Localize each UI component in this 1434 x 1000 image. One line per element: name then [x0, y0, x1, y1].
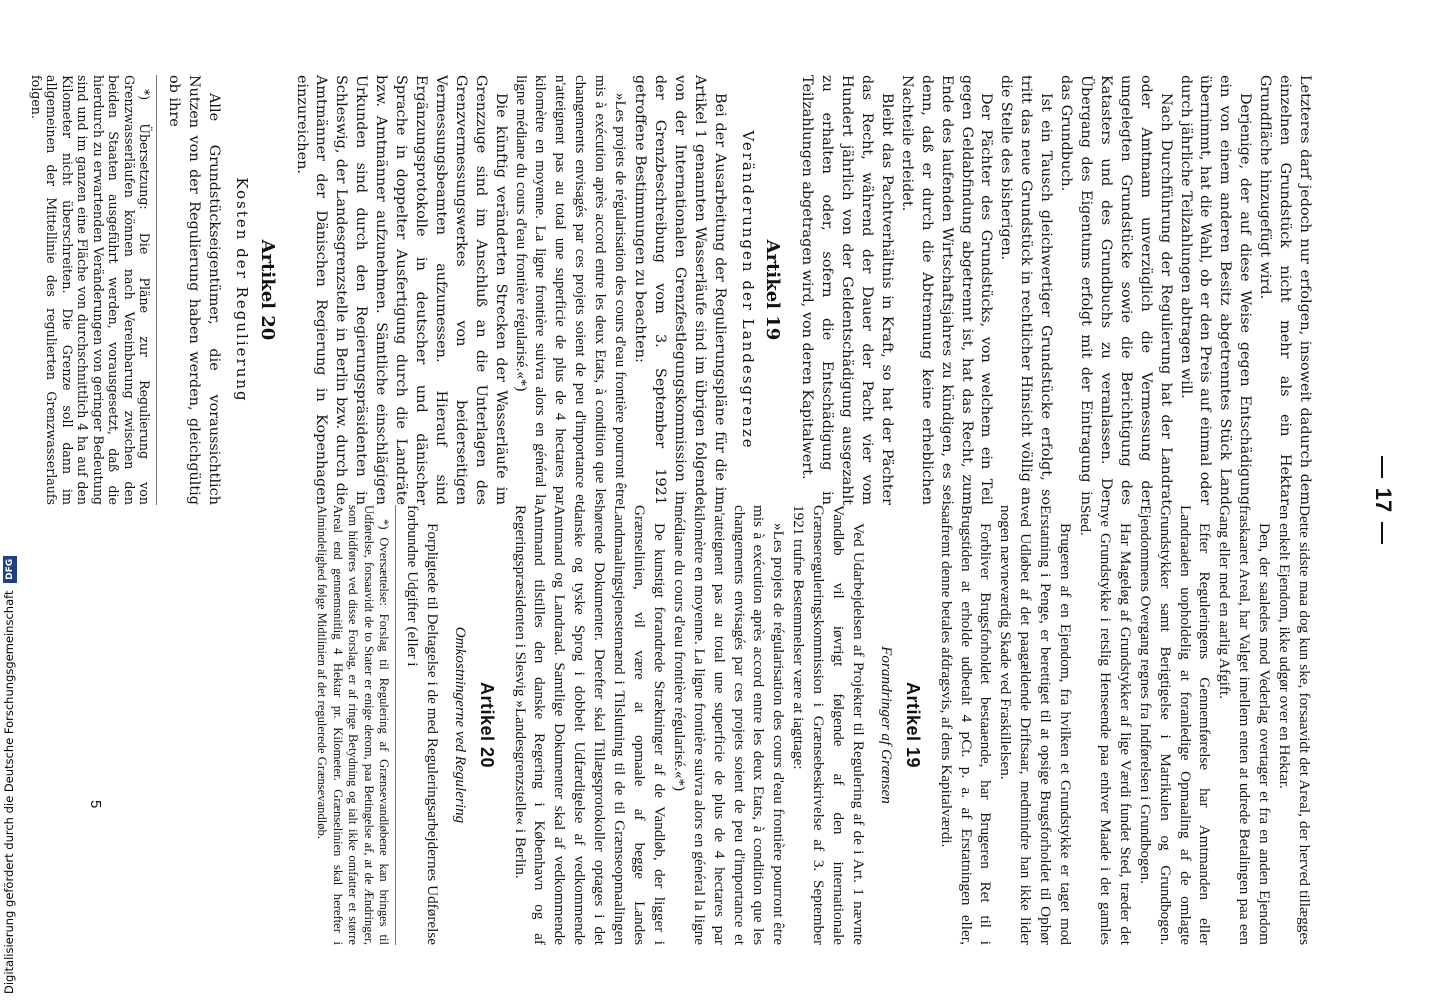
- credit-text: Digitalisierung gefördert durch die Deutsche Forschungsgemeinschaft: [2, 590, 16, 994]
- dk-article-19-heading: Artikel 19: [902, 681, 923, 769]
- dk-article-20-subtitle: Omkostningerne ved Regulering: [451, 626, 469, 824]
- de-paragraph: Bleibt das Pachtverhältnis in Kraft, so hat der Pächter das Recht, während der Dauer der Pacht vier vom Hundert jährlich von der Geldentschädigung ausgezahlt zu erhalten oder, sofern die Entschädigung in Teilzahlungen abgetragen wird, von deren Kapitalwert.: [799, 75, 895, 505]
- dk-paragraph: Ved Udarbejdelsen af Projekter til Regulering af de i Art. 1 nævnte Vandløb vil iøvrigt følgende af den internationale Grænsereguleringskommission i Grænsebeskrivelse af 3. September 1921 trufne Bestemmelser være at iagttage:: [790, 505, 867, 945]
- de-paragraph: Derjenige, der auf diese Weise gegen Entschädigung ein von einem anderen Besitz abgetrenntes Stück Land übernimmt, hat die Wahl, ob er den Preis auf einmal oder durch jährliche Teilzahlungen abtragen will.: [1177, 75, 1254, 505]
- dk-paragraph: Brugeren af en Ejendom, fra hvilken et Grundstykke er taget mod Erstatning i Penge, er berettiget til at opsige Brugsforholdet til Ophør ved Udløbet af det paagældende Driftsaar, medmindre han ikke lider nogen nævneværdig Skade ved Fraskillelsen.: [997, 505, 1075, 945]
- dash-right: [1381, 522, 1383, 544]
- de-article-20-subtitle: Kosten der Regulierung: [232, 177, 251, 403]
- de-paragraph: Letzteres darf jedoch nur erfolgen, insoweit dadurch dem einzelnen Grundstück nicht mehr als ein Hektar Grundfläche hinzugefügt wird.: [1257, 75, 1313, 505]
- de-footnote: [28, 75, 157, 505]
- de-paragraph: Bei der Ausarbeitung der Regulierungspläne für die im Artikel 1 genannten Wasserläufe sind im übrigen folgende von der Internationalen Grenzfestlegungskommission in der Grenzbeschreibung vom 3. September 1921 getroffene Bestimmungen zu beachten:: [632, 75, 728, 505]
- de-paragraph: Ist ein Tausch gleichwertiger Grundstücke erfolgt, so tritt das neue Grundstück in rechtlicher Hinsicht völlig an die Stelle des bisherigen.: [998, 75, 1055, 505]
- de-article-19-heading: Artikel 19: [762, 239, 784, 341]
- german-column: [28, 75, 1314, 505]
- dk-footnote: [314, 505, 397, 945]
- de-paragraph: Alle Grundstückseigentümer, die voraussichtlich Nutzen von der Regulierung haben werden, gleichgültig ob ihre: [166, 75, 222, 505]
- de-paragraph: Nach Durchführung der Regulierung hat der Landrat oder Amtmann unverzüglich die Vermessung der umgelegten Grundstücke sowie die Berichtigung des Katasters und des Grundbuchs zu veranlassen. Der Übergang des Eigentums erfolgt mit der Eintragung in das Grundbuch.: [1058, 75, 1174, 505]
- dk-paragraph: De kunstigt forandrede Strækninger af de Vandløb, der ligger i Grænselinien, vil være at opmaale af begge Landes Landmaalingstjenestemænd i Tilslutning til de til Grænseopmaalingen hørende Dokumenter. Derefter skal Tillægsprotokoller optages i det danske og tyske Sprog i dobbelt Udfærdigelse af vedkommende Amtmand og Landraad. Samtlige Dokumenter skal af vedkommende Amtmand tilstilles den danske Regering i København og af Regeringspræsidenten i Slesvig »Landesgrenzstelle« i Berlin.: [511, 505, 668, 945]
- dk-paragraph: Dette sidste maa dog kun ske, forsaavidt det Areal, der herved tillægges en enkelt Ejendom, ikke udgør over en Hektar.: [1276, 505, 1313, 945]
- dfg-logo-icon: DFG: [3, 556, 17, 583]
- de-article-19-subtitle: Veränderungen der Landesgrenze: [738, 130, 757, 450]
- dk-paragraph: Forbliver Brugsforholdet bestaaende, har Brugeren Ret til i Brugstiden at erholde udbetalt 4 pCt. p. a. af Erstatningen eller, saafremt denne betales afdragsvis, af dens Kapitalværdi.: [937, 505, 995, 945]
- de-paragraph: Die künftig veränderten Strecken der Wasserläufe im Grenzzuge sind im Anschluß an die Unterlagen des Grenzvermessungswerkes von beiderseitigen Vermessungsbeamten aufzumessen. Hierauf sind Ergänzungsprotokolle in deutscher und dänischer Sprache in doppelter Ausfertigung durch die Landräte bzw. Amtmänner aufzunehmen. Sämtliche einschlägigen Urkunden sind durch den Regierungspräsidenten in Schleswig, der Landesgrenzstelle in Berlin bzw. durch die Amtmänner der Dänischen Regierung in Kopenhagen einzureichen.: [293, 75, 509, 505]
- dk-french-quote: »Les projets de régularisation des cours d'eau frontière pourront être mis à exécution après accord entre les deux Etats, à condition que les changements envisagés par ces projets soient de peu d'importance et n'atteignent pas au total une superficie de plus de 4 hectares par kilomètre en moyenne. La ligne frontière suivra alors en général la ligne médiane du cours d'eau frontière régularisé.«*): [670, 505, 788, 945]
- dk-paragraph: Efter Reguleringens Gennemførelse har Amtmanden eller Landraaden uopholdelig at foranledige Opmaaling af de omlagte Grundstykker samt Berigtigelse i Matrikulen og Grundbogen. Ejendommens Overgang regnes fra Indførelsen i Grundbogen.: [1136, 505, 1214, 945]
- de-french-quote: »Les projets de régularisation des cours d'eau frontière pourront être mis à exécution après accord entre les deux Etats, à condition que les changements envisagés par ces projets soient de peu d'importance et n'atteignent pas au total une superficie de plus de 4 hectares par kilomètre en moyenne. La ligne frontière suivra alors en général la ligne médiane du cours d'eau frontière régularisé.«*): [512, 75, 629, 505]
- page-number-text: 17: [1371, 487, 1396, 513]
- digitization-credit: [0, 0, 18, 1000]
- de-article-20-heading: Artikel 20: [256, 239, 278, 341]
- de-footnote-text: *) Übersetzung: Die Pläne zur Regulierung von Grenzwasserläufen können nach Vereinbarung zwischen den beiden Staaten ausgeführt werden, vorausgesetzt, daß die hierdurch zu erwartenden Veränderungen von geringer Bedeutung sind und im ganzen eine Fläche von durchschnittlich 4 ha auf den Kilometer nicht überschreiten. Die Grenze soll dann im allgemeinen der Mittellinie des regulierten Grenzwasserlaufs folgen.: [28, 75, 153, 505]
- dk-paragraph: Har Mageløg af Grundstykker af lige Værdi fundet Sted, træder det nye Grundstykke i retslig Henseende paa enhver Maade i det gamles Sted.: [1077, 505, 1134, 945]
- page-number: [1370, 0, 1396, 1000]
- de-paragraph: Der Pächter des Grundstücks, von welchem ein Teil gegen Geldabfindung abgetrennt ist, hat das Recht, zum Ende des laufenden Wirtschaftsjahres zu kündigen, es sei denn, daß er durch die Abtrennung keine erheblichen Nachteile erleidet.: [898, 75, 995, 505]
- dk-paragraph: Forpligtede til Deltagelse i de med Reguleringsarbejdernes Udførelse forbundne Udgifter (eller i: [403, 505, 441, 945]
- dk-article-19-subtitle: Forandringer af Grænsen: [877, 646, 895, 804]
- dash-left: [1381, 456, 1383, 478]
- danish-column: [314, 505, 1314, 945]
- dk-paragraph: Den, der saaledes mod Vederlag overtager et fra en anden Ejendom fraskaaret Areal, har Valget imellem enten at udrede Betalingen paa een Gang eller med en aarlig Afgift.: [1216, 505, 1274, 945]
- dk-footnote-text: *) Oversættelse: Forslag til Regulering af Grænsevandløbene kan bringes til Udførelse, forsaavidt de to Stater er enige derom, paa Betingelse af, at de Ændringer, som hidføres ved disse Forslag, er af ringe Betydning og ialt ikke omfatter et større Areal end gennemsnitlig 4 Hektar pr. Kilometer. Grænselinien skal herefter i Almindelighed følge Midtlinien af det regulerede Grænsevandløb.: [315, 505, 392, 945]
- dk-article-20-heading: Artikel 20: [476, 681, 497, 769]
- bottom-page-number: 5: [87, 800, 104, 809]
